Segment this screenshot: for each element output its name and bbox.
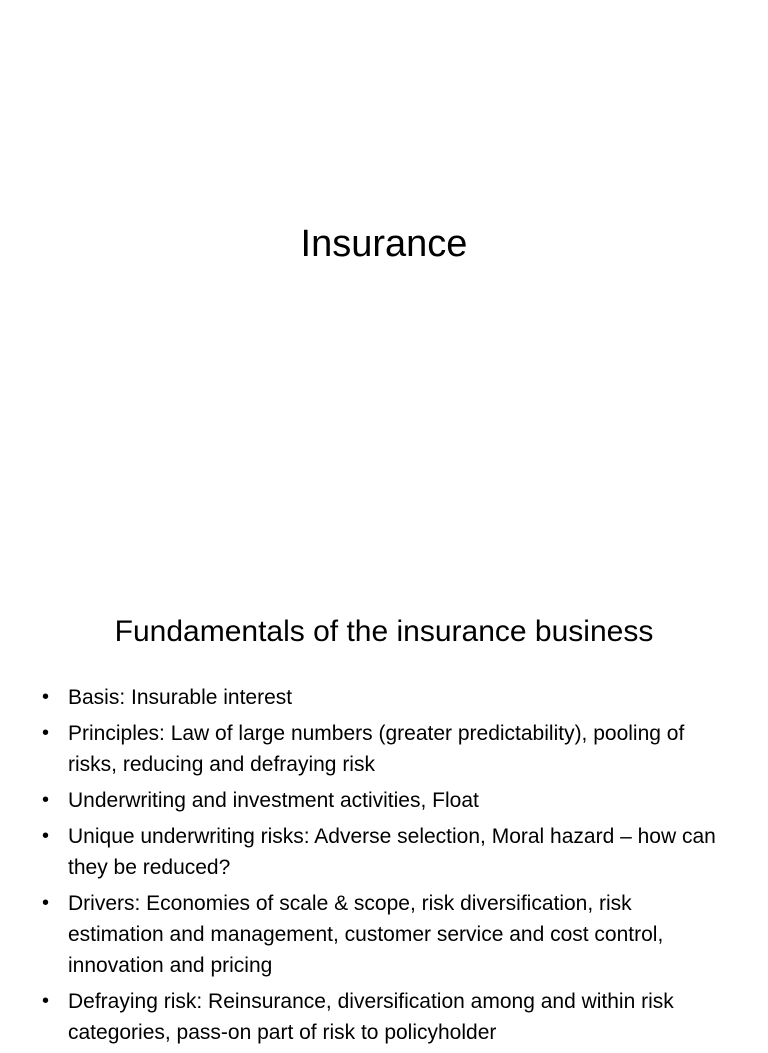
- bullet-icon: •: [42, 789, 50, 811]
- bullet-icon: •: [42, 686, 50, 708]
- slide-title: Insurance: [300, 223, 468, 265]
- bullet-text: Unique underwriting risks: Adverse selection, Moral hazard – how can they be reduced?: [68, 825, 716, 879]
- bullet-text: Basis: Insurable interest: [68, 686, 293, 709]
- slide-heading: Fundamentals of the insurance business: [114, 615, 654, 648]
- bullet-item: [40, 718, 730, 780]
- bullet-item: [40, 785, 730, 816]
- bullet-icon: •: [42, 990, 50, 1012]
- content-slide: [0, 576, 768, 1044]
- bullet-icon: •: [42, 722, 50, 744]
- bullet-item: [40, 888, 730, 981]
- bullet-icon: •: [42, 825, 50, 847]
- bullet-text: Defraying risk: Reinsurance, diversification among and within risk categories, pass-on part of risk to policyholder: [68, 990, 674, 1044]
- bullet-text: Underwriting and investment activities, Float: [68, 789, 479, 812]
- bullet-text: Drivers: Economies of scale & scope, risk diversification, risk estimation and management, customer service and cost control, innovation and pricing: [68, 892, 664, 977]
- bullet-item: [40, 986, 730, 1048]
- bullet-icon: •: [42, 892, 50, 914]
- bullet-text: Principles: Law of large numbers (greater predictability), pooling of risks, reducing and defraying risk: [68, 722, 685, 776]
- bullet-item: [40, 821, 730, 883]
- bullet-list: [40, 682, 730, 1053]
- bullet-item: [40, 682, 730, 713]
